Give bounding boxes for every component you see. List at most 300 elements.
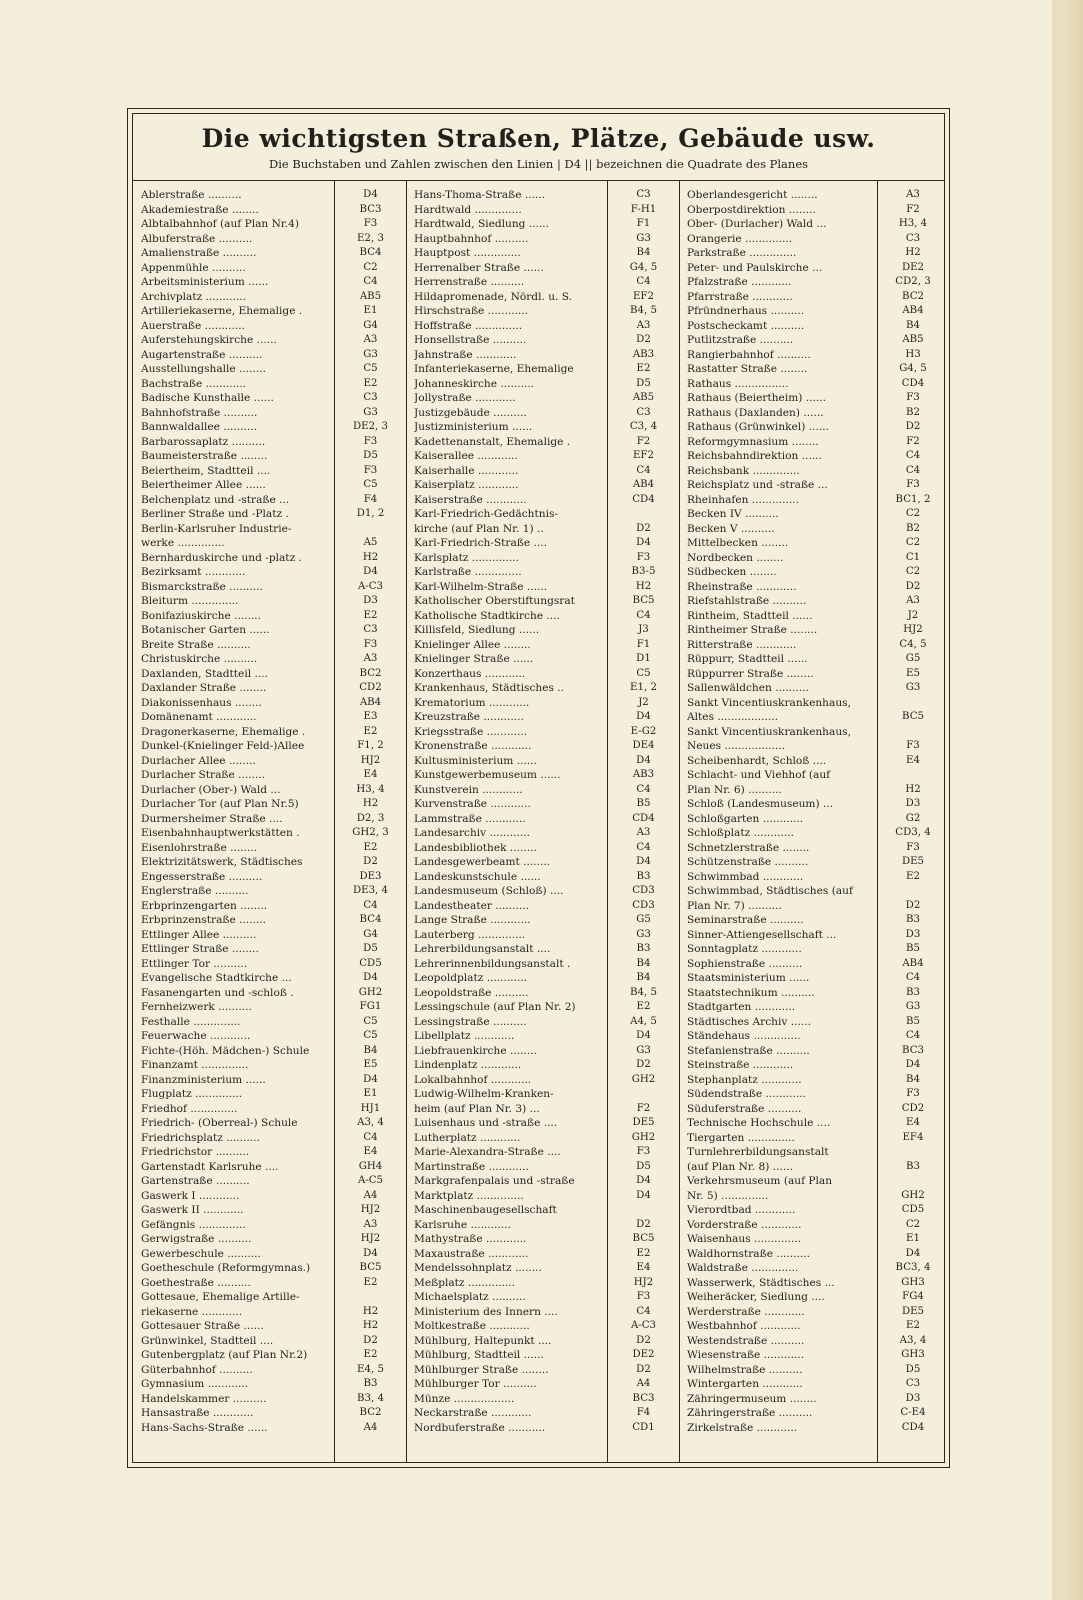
index-entry-grid-code: EF4 xyxy=(902,1131,924,1143)
page-subtitle: Die Buchstaben und Zahlen zwischen den Linien | D4 || bezeichnen die Quadrate des Planes xyxy=(268,157,809,171)
index-entry-grid-code: D2 xyxy=(905,580,921,592)
index-entry-grid-code: D4 xyxy=(905,1059,921,1070)
index-entry-grid-code: H2 xyxy=(905,247,921,258)
index-entry-grid-code: B5 xyxy=(906,1015,920,1027)
index-entry-grid-code: DE5 xyxy=(901,856,925,867)
index-entry-name: Riefstahlstraße .......... xyxy=(687,595,807,607)
index-entry-name: Mathystraße ............ xyxy=(414,1233,527,1245)
index-entry-name: Mühlburger Straße ........ xyxy=(414,1363,549,1376)
index-entry-grid-code: C4 xyxy=(905,464,921,476)
index-entry-grid-code: D1, 2 xyxy=(356,508,385,519)
index-entry-name: Arbeitsministerium ...... xyxy=(141,276,269,288)
index-entry-grid-code: F3 xyxy=(363,218,378,229)
index-entry-grid-code: H3 xyxy=(905,348,921,360)
index-entry-name: Katholische Stadtkirche .... xyxy=(414,609,560,622)
index-entry-grid-code: D4 xyxy=(905,1247,921,1259)
index-entry-name: Karl-Friedrich-Straße .... xyxy=(414,537,547,549)
index-entry-grid-code: BC3, 4 xyxy=(895,1262,931,1273)
index-entry-name: Reichsbahndirektion ...... xyxy=(687,450,822,462)
index-entry-name: Technische Hochschule .... xyxy=(687,1117,831,1129)
index-entry-grid-code: E1, 2 xyxy=(630,682,657,693)
index-entry-grid-code: E2, 3 xyxy=(357,232,384,244)
index-entry-grid-code: DE3 xyxy=(359,870,382,882)
index-entry-grid-code: B5 xyxy=(906,943,920,954)
index-entry-name: Bachstraße ............ xyxy=(141,377,247,390)
index-entry-name: Lokalbahnhof ............ xyxy=(414,1073,532,1086)
index-entry-grid-code: E4 xyxy=(636,1262,651,1273)
index-entry-grid-code: D2 xyxy=(636,1363,651,1375)
index-entry-grid-code: D3 xyxy=(905,1392,921,1404)
index-entry-grid-code: C3 xyxy=(905,1378,921,1389)
index-entry-grid-code: BC4 xyxy=(359,914,382,925)
index-column-1 xyxy=(133,181,407,1462)
index-entry-name: Sophienstraße .......... xyxy=(687,957,803,970)
index-entry-name: Katholischer Oberstiftungsrat xyxy=(414,595,575,607)
index-entry-name: Mühlburger Tor .......... xyxy=(414,1378,537,1390)
index-entry-name: Akademiestraße ........ xyxy=(141,203,259,216)
column-3-names xyxy=(679,181,878,1462)
index-entry-name: Augartenstraße .......... xyxy=(141,348,263,361)
index-entry-grid-code: HJ2 xyxy=(360,754,381,766)
index-entry-name: Scheibenhardt, Schloß .... xyxy=(687,754,827,767)
index-entry-name: Oberlandesgericht ........ xyxy=(687,189,818,201)
index-entry-grid-code: D2 xyxy=(363,1334,378,1346)
index-entry-grid-code: CD5 xyxy=(359,957,382,969)
index-entry-name: Wilhelmstraße .......... xyxy=(687,1363,803,1376)
index-entry-name: Fasanengarten und -schloß . xyxy=(141,986,294,999)
index-entry-name: Maxaustraße ............ xyxy=(414,1247,529,1260)
index-entry-name: heim (auf Plan Nr. 3) ... xyxy=(414,1102,540,1115)
index-entry-name: Rathaus (Daxlanden) ...... xyxy=(687,406,824,419)
index-entry-name: Ausstellungshalle ........ xyxy=(141,363,267,375)
index-entry-grid-code: D2 xyxy=(905,899,921,911)
index-entry-grid-code: HJ2 xyxy=(360,1233,381,1244)
index-entry-grid-code: C4 xyxy=(636,841,651,853)
index-entry-name: Rheinhafen .............. xyxy=(687,493,799,506)
index-entry-name: Justizministerium ...... xyxy=(414,421,533,433)
index-entry-name: Bannwaldallee .......... xyxy=(141,421,257,433)
index-entry-name: Friedrichstor .......... xyxy=(141,1146,250,1158)
index-entry-grid-code: E2 xyxy=(636,1001,651,1012)
index-entry-name: Ober- (Durlacher) Wald ... xyxy=(687,218,827,230)
index-entry-grid-code: DE2 xyxy=(901,261,925,273)
index-entry-grid-code: B2 xyxy=(906,406,920,418)
index-entry-grid-code: BC2 xyxy=(902,290,924,302)
index-entry-grid-code: B3 xyxy=(906,986,920,998)
index-entry-grid-code: D3 xyxy=(363,595,378,606)
index-entry-name: Neues .................. xyxy=(687,740,786,752)
index-entry-name: Wiesenstraße ............ xyxy=(687,1349,805,1361)
index-entry-grid-code: C1 xyxy=(905,551,921,563)
index-entry-name: Hauptpost .............. xyxy=(414,247,521,259)
index-entry-grid-code: D1 xyxy=(636,653,651,664)
index-entry-grid-code: D2 xyxy=(363,856,378,867)
index-entry-grid-code: F3 xyxy=(906,392,920,403)
index-entry-grid-code: E2 xyxy=(363,1276,378,1288)
index-entry-name: Gaswerk II ............ xyxy=(141,1204,244,1216)
index-entry-name: Hoffstraße .............. xyxy=(414,319,523,332)
index-entry-name: Kunstverein ............ xyxy=(414,783,523,796)
index-entry-name: Staatsministerium ...... xyxy=(687,972,810,984)
index-entry-grid-code: DE2, 3 xyxy=(352,421,389,432)
index-inner-frame xyxy=(132,113,945,1463)
index-entry-name: Südbecken ........ xyxy=(687,566,777,578)
index-entry-name: Albtalbahnhof (auf Plan Nr.4) xyxy=(141,218,300,230)
index-entry-grid-code xyxy=(608,1203,679,1218)
index-entry-grid-code: J2 xyxy=(638,696,649,708)
index-entry-grid-code: C5 xyxy=(363,1015,378,1027)
index-entry-grid-code: A3 xyxy=(906,595,920,606)
index-entry-name: Ständehaus .............. xyxy=(687,1030,801,1042)
index-entry-grid-code: A5 xyxy=(363,537,378,548)
index-entry-name: Sallenwäldchen .......... xyxy=(687,682,809,694)
index-entry-name: Moltkestraße ............ xyxy=(414,1320,530,1332)
index-entry-grid-code: H2 xyxy=(362,551,379,563)
index-entry-grid-code: HJ2 xyxy=(903,624,923,635)
index-entry-name: Kaiserallee ............ xyxy=(414,450,518,462)
index-entry-name: Orangerie .............. xyxy=(687,232,793,245)
index-entry-grid-code: BC3 xyxy=(632,1392,655,1404)
index-entry-grid-code: C4 xyxy=(636,783,651,795)
index-entry-grid-code: D2 xyxy=(636,1218,651,1230)
index-column-3 xyxy=(679,181,948,1462)
index-entry-name: Feuerwache ............ xyxy=(141,1030,251,1042)
index-entry-name: Vorderstraße ............ xyxy=(687,1218,802,1231)
index-entry-grid-code: G4 xyxy=(363,319,378,331)
index-entry-name: Becken V .......... xyxy=(687,522,775,535)
index-entry-name: Herrenstraße .......... xyxy=(414,276,525,288)
index-entry-name: Lange Straße ............ xyxy=(414,914,531,926)
index-entry-name: Landesgewerbeamt ........ xyxy=(414,856,551,868)
index-entry-grid-code: AB4 xyxy=(902,957,924,969)
index-entry-name: Landeskunstschule ...... xyxy=(414,870,541,883)
index-entry-grid-code: C2 xyxy=(363,261,378,273)
index-entry-name: Ettlinger Tor .......... xyxy=(141,957,248,970)
index-entry-grid-code xyxy=(878,1145,948,1160)
index-entry-name: Gartenstadt Karlsruhe .... xyxy=(141,1160,279,1173)
index-entry-grid-code: B3 xyxy=(636,870,651,882)
index-entry-name: Diakonissenhaus ........ xyxy=(141,696,262,709)
index-entry-name: Gerwigstraße .......... xyxy=(141,1233,252,1245)
index-entry-name: Knielinger Straße ...... xyxy=(414,653,534,665)
index-entry-name: Plan Nr. 7) .......... xyxy=(687,899,782,912)
index-entry-grid-code: E5 xyxy=(906,667,920,679)
index-entry-grid-code: C5 xyxy=(363,479,378,490)
index-entry-grid-code: E1 xyxy=(906,1233,920,1244)
index-entry-grid-code: GH2 xyxy=(631,1131,656,1143)
index-entry-name: Konzerthaus ............ xyxy=(414,667,526,680)
index-entry-name: Goethestraße .......... xyxy=(141,1276,251,1289)
index-entry-grid-code: B3 xyxy=(906,1160,920,1172)
index-entry-name: Auerstraße ............ xyxy=(141,319,246,332)
index-entry-name: Hildapromenade, Nördl. u. S. xyxy=(414,290,572,303)
index-entry-name: Städtisches Archiv ...... xyxy=(687,1015,811,1028)
index-entry-name: Seminarstraße .......... xyxy=(687,914,804,926)
index-entry-grid-code: F3 xyxy=(636,1146,651,1157)
index-entry-grid-code: A3 xyxy=(906,189,920,200)
index-entry-grid-code: AB4 xyxy=(632,479,655,490)
index-entry-grid-code xyxy=(878,1174,948,1189)
index-entry-grid-code: B4 xyxy=(363,1044,378,1056)
index-entry-grid-code: GH2 xyxy=(358,986,383,998)
column-1-codes xyxy=(335,181,406,1462)
index-entry-name: Stadtgarten ............ xyxy=(687,1001,796,1013)
index-entry-grid-code: CD3, 4 xyxy=(895,827,931,838)
page-edge xyxy=(1052,0,1083,1600)
index-entry-grid-code: G5 xyxy=(636,914,651,925)
index-entry-name: Rangierbahnhof .......... xyxy=(687,348,811,361)
index-entry-grid-code: A3, 4 xyxy=(899,1334,927,1346)
index-entry-grid-code: F3 xyxy=(906,479,920,490)
index-entry-name: Karlsruhe ............ xyxy=(414,1218,511,1231)
index-entry-name: Altes .................. xyxy=(687,711,778,723)
index-entry-name: Güterbahnhof .......... xyxy=(141,1363,253,1376)
index-entry-grid-code: F4 xyxy=(363,493,378,505)
index-entry-name: Rathaus (Grünwinkel) ...... xyxy=(687,421,829,433)
index-entry-grid-code: C2 xyxy=(905,1218,921,1230)
index-entry-name: Rheinstraße ............ xyxy=(687,580,797,593)
index-entry-name: Schützenstraße .......... xyxy=(687,856,809,868)
index-entry-grid-code: B4 xyxy=(636,247,651,258)
index-entry-grid-code: H3, 4 xyxy=(356,783,385,795)
index-entry-grid-code: F2 xyxy=(906,203,920,215)
index-entry-grid-code: F3 xyxy=(363,638,378,650)
index-entry-grid-code: D5 xyxy=(636,1160,651,1172)
index-entry-name: Süduferstraße .......... xyxy=(687,1102,802,1115)
index-entry-grid-code: E-G2 xyxy=(630,725,657,737)
index-entry-grid-code: AB4 xyxy=(359,696,382,708)
index-entry-grid-code: DE5 xyxy=(901,1305,925,1317)
index-entry-grid-code: A4 xyxy=(363,1189,378,1201)
index-frame xyxy=(127,108,950,1468)
index-entry-grid-code: F3 xyxy=(906,740,920,751)
index-entry-name: Schwimmbad ............ xyxy=(687,870,804,883)
index-entry-name: Dragonerkaserne, Ehemalige . xyxy=(141,725,306,738)
index-entry-name: Ludwig-Wilhelm-Kranken- xyxy=(414,1088,554,1100)
index-entry-grid-code: B4, 5 xyxy=(630,986,657,998)
index-entry-name: Kronenstraße ............ xyxy=(414,740,532,752)
index-entry-grid-code xyxy=(878,696,948,711)
index-entry-name: Wintergarten ............ xyxy=(687,1378,803,1390)
index-entry-name: Friedrich- (Oberreal-) Schule xyxy=(141,1117,298,1129)
index-entry-grid-code: F2 xyxy=(906,435,920,447)
index-entry-grid-code: GH4 xyxy=(358,1160,383,1172)
index-entry-name: Maschinenbaugesellschaft xyxy=(414,1204,557,1216)
index-entry-grid-code: A3 xyxy=(363,1218,378,1230)
index-entry-name: Landesmuseum (Schloß) .... xyxy=(414,885,564,897)
index-entry-grid-code: C4 xyxy=(905,972,921,983)
index-entry-grid-code: E1 xyxy=(363,1088,378,1099)
index-entry-grid-code: BC4 xyxy=(359,247,382,258)
index-entry-grid-code: E1 xyxy=(363,305,378,316)
index-entry-grid-code: E5 xyxy=(363,1059,378,1070)
index-entry-grid-code: BC5 xyxy=(632,595,655,606)
index-entry-name: riekaserne ............ xyxy=(141,1305,243,1318)
index-entry-name: Stephanplatz ............ xyxy=(687,1073,802,1086)
index-entry-name: Nordbuferstraße ........... xyxy=(414,1421,546,1434)
index-entry-name: Sankt Vincentiuskrankenhaus, xyxy=(687,725,851,738)
index-entry-name: Hirschstraße ............ xyxy=(414,305,529,317)
index-entry-name: Herrenalber Straße ...... xyxy=(414,261,544,274)
index-entry-grid-code: A4 xyxy=(636,1378,651,1389)
index-entry-grid-code: C4 xyxy=(636,464,651,476)
index-entry-grid-code: C3 xyxy=(636,189,651,200)
index-entry-grid-code: D4 xyxy=(363,972,378,983)
index-entry-grid-code: B3 xyxy=(636,943,651,954)
index-entry-name: Gottesaue, Ehemalige Artille- xyxy=(141,1291,300,1303)
index-entry-name: Badische Kunsthalle ...... xyxy=(141,392,274,404)
index-entry-name: Jollystraße ............ xyxy=(414,392,516,404)
index-entry-grid-code: D4 xyxy=(636,754,651,766)
index-entry-name: Mühlburg, Haltepunkt .... xyxy=(414,1334,552,1347)
index-entry-name: Vierordtbad ............ xyxy=(687,1204,796,1216)
index-entry-grid-code: F3 xyxy=(636,551,651,563)
index-entry-name: Flugplatz .............. xyxy=(141,1088,243,1100)
index-entry-grid-code: C5 xyxy=(636,667,651,679)
index-entry-grid-code: D5 xyxy=(363,943,378,954)
index-entry-grid-code: BC1, 2 xyxy=(895,493,931,505)
index-entry-name: Bezirksamt ............ xyxy=(141,566,246,578)
index-entry-grid-code: B3, 4 xyxy=(357,1392,384,1404)
column-2-names xyxy=(406,181,608,1462)
index-entry-grid-code: A3 xyxy=(636,319,651,331)
index-entry-name: Lessingstraße .......... xyxy=(414,1015,527,1028)
index-entry-name: Belchenplatz und -straße ... xyxy=(141,493,290,506)
index-entry-grid-code: C4, 5 xyxy=(899,638,927,650)
index-entry-name: Friedhof .............. xyxy=(141,1102,238,1115)
index-entry-name: Reformgymnasium ........ xyxy=(687,435,819,448)
index-entry-name: Goetheschule (Reformgymnas.) xyxy=(141,1262,311,1274)
index-entry-grid-code: H3, 4 xyxy=(898,218,928,229)
index-entry-grid-code: BC5 xyxy=(902,711,924,722)
index-entry-name: Mendelssohnplatz ........ xyxy=(414,1262,542,1274)
index-entry-name: Sonntagplatz ............ xyxy=(687,943,802,955)
index-entry-name: Eisenbahnhauptwerkstätten . xyxy=(141,827,300,839)
index-entry-grid-code: D3 xyxy=(905,928,921,940)
index-entry-name: Botanischer Garten ...... xyxy=(141,624,270,636)
index-entry-name: Hardtwald .............. xyxy=(414,203,522,216)
index-entry-name: Landestheater .......... xyxy=(414,899,529,912)
index-entry-name: Durlacher Allee ........ xyxy=(141,754,256,767)
index-entry-name: Zähringerstraße .......... xyxy=(687,1407,813,1419)
index-entry-name: Gewerbeschule .......... xyxy=(141,1247,261,1260)
index-entry-grid-code: DE3, 4 xyxy=(352,885,389,896)
index-entry-grid-code: C4 xyxy=(363,276,378,287)
index-entry-name: Auferstehungskirche ...... xyxy=(141,334,277,346)
index-entry-name: Dunkel-(Knielinger Feld-)Allee xyxy=(141,740,305,752)
index-entry-grid-code: G5 xyxy=(905,653,921,664)
index-entry-name: Kunstgewerbemuseum ...... xyxy=(414,769,561,781)
index-entry-name: Rathaus (Beiertheim) ...... xyxy=(687,392,826,404)
index-entry-name: Knielinger Allee ........ xyxy=(414,638,531,651)
index-entry-name: Hauptbahnhof .......... xyxy=(414,232,529,245)
index-entry-name: Landesarchiv ............ xyxy=(414,827,530,839)
index-entry-name: Festhalle .............. xyxy=(141,1015,241,1028)
index-entry-grid-code: CD4 xyxy=(901,377,925,389)
index-entry-name: Kreuzstraße ............ xyxy=(414,711,524,723)
index-entry-grid-code: D4 xyxy=(636,856,651,867)
index-entry-grid-code: D4 xyxy=(363,566,378,577)
index-entry-name: Stefanienstraße .......... xyxy=(687,1044,810,1057)
index-entry-name: Schloßgarten ............ xyxy=(687,812,804,825)
index-entry-name: Pfarrstraße ............ xyxy=(687,290,793,303)
index-entry-grid-code: E2 xyxy=(906,1320,920,1331)
index-entry-name: Luisenhaus und -straße .... xyxy=(414,1117,558,1129)
index-entry-name: Schnetzlerstraße ........ xyxy=(687,841,810,854)
index-entry-grid-code: EF2 xyxy=(633,290,654,302)
index-entry-grid-code: D5 xyxy=(636,377,651,389)
index-entry-name: Neckarstraße ............ xyxy=(414,1407,532,1419)
index-entry-name: Nordbecken ........ xyxy=(687,551,784,564)
index-entry-name: Rintheim, Stadtteil ...... xyxy=(687,609,813,622)
index-entry-grid-code: E2 xyxy=(906,870,920,882)
index-entry-name: Archivplatz ............ xyxy=(141,290,246,303)
index-entry-name: Bleiturm .............. xyxy=(141,595,239,607)
index-entry-name: Honsellstraße .......... xyxy=(414,334,527,346)
index-entry-name: Waldhornstraße .......... xyxy=(687,1247,811,1260)
index-entry-grid-code: G4 xyxy=(363,928,378,940)
index-entry-name: Gymnasium ............ xyxy=(141,1378,249,1390)
index-entry-grid-code: HJ2 xyxy=(360,1204,381,1215)
index-entry-grid-code: C4 xyxy=(905,450,921,461)
index-entry-name: Gaswerk I ............ xyxy=(141,1189,240,1202)
index-entry-name: Rüppurr, Stadtteil ...... xyxy=(687,653,808,665)
index-entry-name: Bismarckstraße .......... xyxy=(141,580,263,593)
index-entry-name: Schwimmbad, Städtisches (auf xyxy=(687,885,853,897)
index-entry-name: Berliner Straße und -Platz . xyxy=(141,508,289,520)
index-entry-name: Pfalzstraße ............ xyxy=(687,276,792,288)
index-entry-grid-code: B4 xyxy=(636,957,651,969)
index-entry-grid-code: C4 xyxy=(636,609,651,621)
index-entry-name: Daxlander Straße ........ xyxy=(141,682,267,694)
index-entry-name: Karl-Friedrich-Gedächtnis- xyxy=(414,508,558,520)
index-entry-grid-code: E2 xyxy=(363,725,378,737)
index-entry-grid-code: F3 xyxy=(906,1088,920,1099)
index-entry-name: Martinstraße ............ xyxy=(414,1160,529,1173)
index-entry-name: Werderstraße ............ xyxy=(687,1305,805,1318)
index-entry-grid-code: E4 xyxy=(363,1146,378,1157)
index-entry-name: Verkehrsmuseum (auf Plan xyxy=(687,1175,833,1187)
index-entry-grid-code: AB4 xyxy=(902,305,924,316)
index-entry-grid-code: BC3 xyxy=(902,1044,924,1056)
index-entry-grid-code: E2 xyxy=(636,363,651,374)
index-entry-grid-code: CD2, 3 xyxy=(895,276,931,287)
index-entry-name: Marktplatz .............. xyxy=(414,1189,524,1202)
index-entry-name: Hans-Sachs-Straße ...... xyxy=(141,1421,268,1434)
index-entry-grid-code: A-C5 xyxy=(357,1175,384,1186)
index-entry-grid-code: A3 xyxy=(363,334,378,345)
index-entry-name: Beiertheim, Stadtteil .... xyxy=(141,464,271,477)
index-entry-grid-code: CD3 xyxy=(632,885,655,896)
index-entry-grid-code: CD4 xyxy=(632,812,655,824)
index-entry-grid-code: AB5 xyxy=(632,392,655,403)
index-entry-name: Infanteriekaserne, Ehemalige xyxy=(414,363,574,375)
index-entry-grid-code: AB5 xyxy=(902,334,924,345)
index-entry-name: Waldstraße .............. xyxy=(687,1262,799,1274)
index-entry-grid-code: D4 xyxy=(363,1073,378,1085)
index-entry-grid-code: E2 xyxy=(363,1349,378,1360)
index-entry-grid-code: DE4 xyxy=(632,740,655,751)
index-entry-grid-code: E3 xyxy=(363,711,378,722)
index-entry-grid-code: G3 xyxy=(636,232,651,244)
index-entry-grid-code: F3 xyxy=(363,435,378,447)
index-entry-name: Sankt Vincentiuskrankenhaus, xyxy=(687,696,851,709)
index-entry-name: Hans-Thoma-Straße ...... xyxy=(414,189,546,201)
index-entry-name: Oberpostdirektion ........ xyxy=(687,203,816,216)
index-entry-grid-code: GH2, 3 xyxy=(352,827,389,838)
index-entry-name: Fichte-(Höh. Mädchen-) Schule xyxy=(141,1044,310,1057)
index-entry-grid-code: EF2 xyxy=(633,450,654,461)
